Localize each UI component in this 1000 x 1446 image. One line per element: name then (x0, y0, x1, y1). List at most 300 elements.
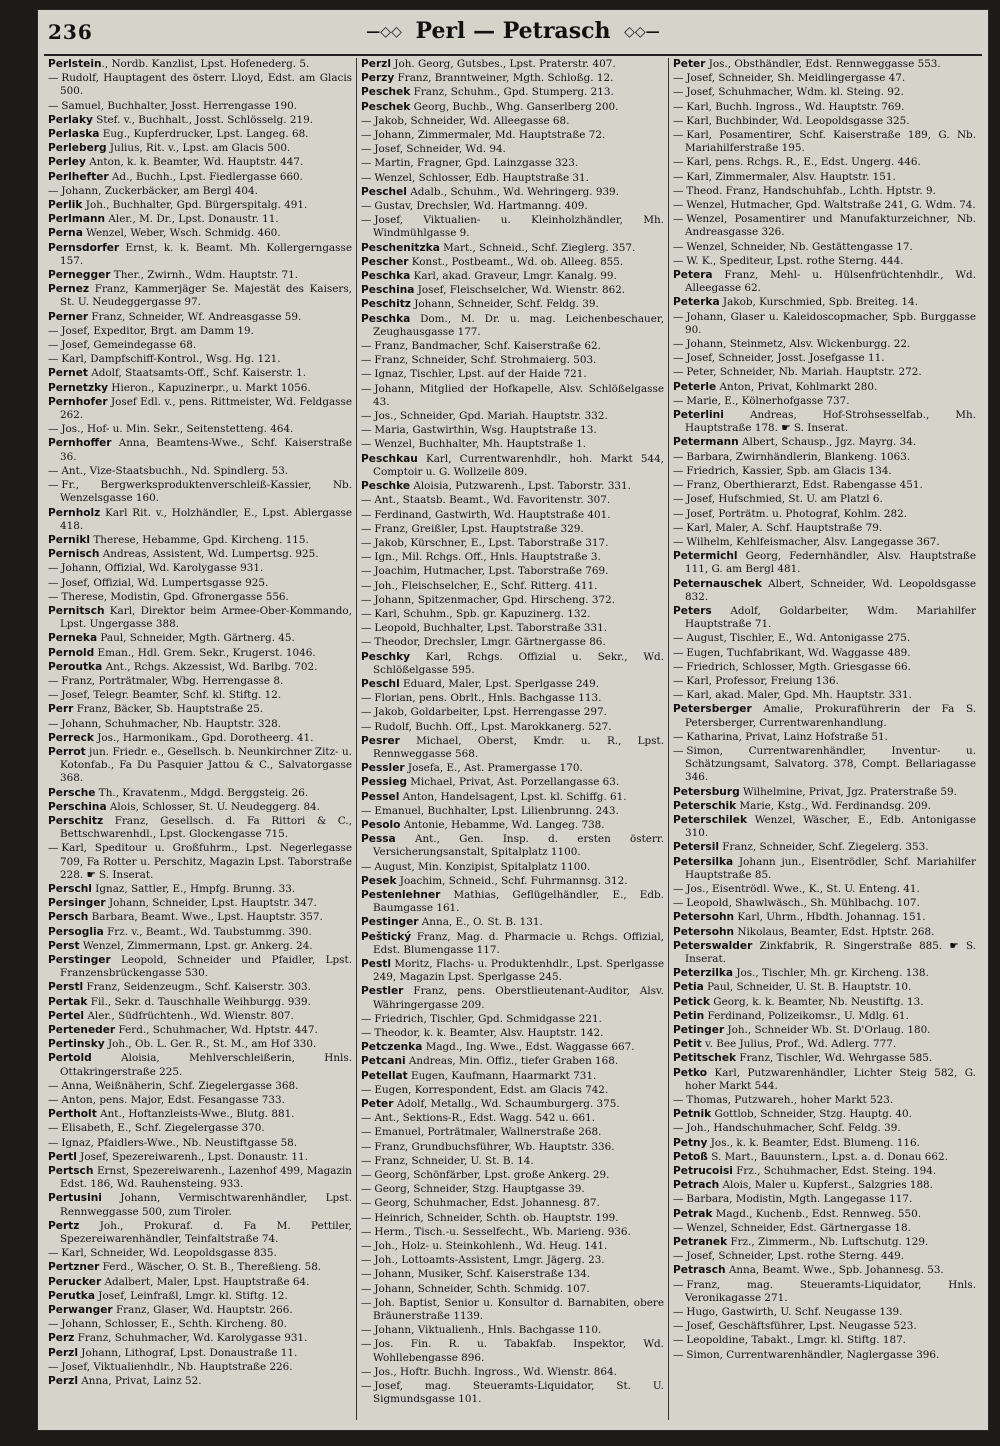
directory-entry (48, 1165, 352, 1191)
ditto-dash: — (48, 1136, 59, 1149)
entry-text: Ant., Staatsb. Beamt., Wd. Favoritenstr. 307. (374, 494, 611, 507)
entry-surname: Pestl (361, 958, 391, 970)
ditto-dash: — (673, 730, 684, 743)
ditto-dash: — (673, 646, 684, 659)
entry-surname: Perlaska (48, 128, 100, 141)
entry-text: Josef, Schuhmacher, Wdm. kl. Steing. 92. (686, 86, 904, 99)
directory-entry (48, 479, 352, 505)
ditto-dash: — (361, 1112, 372, 1125)
directory-entry (48, 185, 352, 198)
entry-text: Josef, Schneider, Lpst. rothe Sterng. 449. (686, 1250, 905, 1263)
column-right (668, 58, 980, 1420)
directory-entry (361, 721, 664, 734)
entry-surname: Petera (673, 269, 713, 282)
directory-entry (48, 213, 352, 226)
directory-entry (673, 1306, 976, 1319)
ditto-dash: — (673, 170, 684, 183)
entry-surname: Perzy (361, 72, 395, 85)
directory-entry (48, 1052, 352, 1078)
entry-text: Karl, Uhrm., Hbdth. Johannag. 151. (734, 911, 926, 924)
entry-surname: Peterlini (673, 409, 724, 422)
entry-text: Eman., Hdl. Grem. Sekr., Krugerst. 1046. (94, 646, 316, 659)
entry-text: Franz, Bäcker, Sb. Hauptstraße 25. (73, 703, 264, 716)
entry-text: Karl, Currentwarenhdlr., hoh. Markt 544, Comptoir u. G. Wollzeile 809. (373, 452, 664, 478)
entry-text: Anna, Beamtens-Wwe., Schf. Kaiserstraße 36. (60, 437, 352, 463)
ditto-dash: — (673, 114, 684, 127)
directory-entry (48, 269, 352, 282)
directory-entry (48, 1375, 352, 1388)
directory-entry (673, 58, 976, 71)
ditto-dash: — (361, 1365, 372, 1378)
entry-surname: Peštický (361, 930, 412, 943)
directory-entry (48, 1137, 352, 1150)
directory-columns (44, 58, 982, 1420)
ditto-dash: — (673, 882, 684, 895)
ditto-dash: — (48, 689, 59, 702)
entry-surname: Peterle (673, 380, 717, 393)
directory-entry (361, 1324, 664, 1337)
entry-text: Frz., Zimmerm., Nb. Luftschutg. 129. (727, 1236, 929, 1249)
entry-text: Anton, Privat, Kohlmarkt 280. (716, 380, 878, 393)
ditto-dash: — (48, 184, 59, 197)
ditto-dash: — (361, 607, 372, 620)
ditto-dash: — (673, 310, 684, 323)
directory-entry (361, 594, 664, 607)
directory-entry (673, 479, 976, 492)
directory-entry (673, 1208, 976, 1221)
directory-entry (361, 1013, 664, 1026)
directory-entry (673, 1010, 976, 1023)
entry-text: Franz, Porträtmaler, Wbg. Herrengasse 8. (61, 674, 284, 687)
entry-surname: Perz (48, 1332, 75, 1345)
entry-text: Ferdinand, Gastwirth, Wd. Hauptstraße 401. (374, 508, 611, 521)
running-title: Perl — Petrasch (415, 18, 611, 44)
directory-entry (48, 1080, 352, 1093)
directory-entry (673, 72, 976, 85)
entry-text: Josef, Schneider, Wd. 94. (374, 143, 506, 156)
directory-entry (48, 1094, 352, 1107)
directory-entry (361, 1254, 664, 1267)
ditto-dash: — (48, 674, 59, 687)
entry-text: Leopoldine, Tabakt., Lmgr. kl. Stiftg. 187. (686, 1334, 906, 1347)
entry-surname: Perreck (48, 731, 94, 744)
directory-entry (48, 1192, 352, 1218)
entry-surname: Peschek (361, 86, 411, 99)
entry-text: Barbara, Modistin, Mgth. Langegasse 117. (686, 1193, 913, 1206)
directory-entry (48, 114, 352, 127)
entry-surname: Perr (48, 703, 74, 716)
directory-entry (673, 352, 976, 365)
directory-entry (673, 940, 976, 966)
entry-text: Franz, Gesellsch. d. Fa Rittori & C., Bettschwarenhdl., Lpst. Glockengasse 715. (60, 814, 352, 841)
entry-text: Florian, pens. Obrlt., Hnls. Bachgasse 113. (374, 692, 602, 705)
directory-entry (48, 746, 352, 786)
directory-entry (673, 86, 976, 99)
directory-entry (361, 580, 664, 593)
directory-entry (361, 214, 664, 240)
directory-entry (48, 605, 352, 631)
entry-text: Adalbert, Maler, Lpst. Hauptstraße 64. (101, 1275, 310, 1288)
directory-entry (673, 883, 976, 896)
entry-text: Barbara, Zwirnhändlerin, Blankeng. 1063. (686, 450, 911, 463)
entry-text: Franz, Schneider, U. St. B. 14. (374, 1154, 534, 1167)
entry-surname: Peschkau (361, 452, 418, 465)
directory-entry (361, 58, 664, 71)
entry-text: Jos., Harmonikam., Gpd. Dorotheerg. 41. (93, 731, 314, 744)
ditto-dash: — (48, 464, 59, 477)
entry-surname: Petrucoisi (673, 1165, 733, 1178)
ditto-dash: — (48, 353, 59, 366)
entry-text: Josef, Schneider, Josst. Josefgasse 11. (686, 352, 885, 365)
entry-text: Johann, Vermischtwarenhändler, Lpst. Rennweggasse 500, zum Tiroler. (60, 1192, 352, 1218)
entry-text: Georg, Schneider, Stzg. Hauptgasse 39. (374, 1183, 585, 1196)
ditto-dash: — (673, 897, 684, 910)
entry-text: Leopold, Buchhalter, Lpst. Taborstraße 331. (374, 622, 608, 635)
entry-text: Maria, Gastwirthin, Wsg. Hauptstraße 13. (374, 424, 597, 437)
entry-text: Karl, Schuhm., Spb. gr. Kapuzinerg. 132. (374, 607, 591, 620)
entry-text: Josef, Viktualienhdlr., Nb. Hauptstraße 226. (61, 1360, 293, 1373)
entry-text: Joh., Holz- u. Steinkohlenh., Wd. Heug. 141. (374, 1240, 608, 1253)
directory-entry (673, 731, 976, 744)
directory-entry (48, 1304, 352, 1317)
ditto-dash: — (48, 842, 59, 855)
entry-surname: Pernhofer (48, 395, 108, 408)
ditto-dash: — (48, 1318, 59, 1331)
entry-text: Josef, Fleischselcher, Wd. Wienstr. 862. (414, 284, 626, 297)
entry-surname: Pertl (48, 1150, 77, 1163)
directory-entry (361, 313, 664, 339)
entry-text: Wenzel, Weber, Wsch. Schmidg. 460. (82, 227, 281, 240)
entry-surname: Perstinger (48, 954, 111, 966)
entry-text: Wilhelm, Kehlfeismacher, Alsv. Langegasse 367. (686, 535, 940, 548)
directory-entry (48, 981, 352, 994)
entry-text: Mathias, Geflügelhändler, E., Edb. Baumgasse 161. (373, 888, 664, 915)
ditto-dash: — (48, 590, 59, 603)
entry-surname: Pernhoffer (48, 437, 112, 450)
directory-entry (361, 931, 664, 957)
entry-text: Anton, pens. Major, Edst. Fesangasse 733. (61, 1094, 285, 1107)
entry-text: Rudolf, Buchh. Off., Lpst. Marokkanerg. 527. (374, 720, 612, 733)
entry-surname: Peschek (361, 100, 411, 113)
ditto-dash: — (673, 240, 684, 253)
directory-entry (361, 298, 664, 311)
ditto-dash: — (361, 1083, 372, 1096)
entry-text: Joh., Schneider Wb. St. D'Orlaug. 180. (724, 1024, 931, 1037)
ditto-dash: — (361, 1126, 372, 1139)
entry-text: Ther., Zwirnh., Wdm. Hauptstr. 71. (110, 269, 299, 282)
ditto-dash: — (361, 1282, 372, 1295)
entry-surname: Perlik (48, 199, 83, 212)
directory-entry (48, 171, 352, 184)
entry-surname: Pertak (48, 995, 88, 1008)
entry-surname: Petersohn (673, 925, 735, 938)
entry-text: Franz, Mehl- u. Hülsenfrüchtenhdlr., Wd. Alleegasse 62. (685, 269, 976, 295)
entry-surname: Petit (673, 1038, 702, 1051)
entry-text: Gottlob, Schneider, Stzg. Hauptg. 40. (711, 1108, 912, 1121)
directory-entry (361, 438, 664, 451)
ditto-dash: — (673, 100, 684, 113)
entry-surname: Pessieg (361, 776, 407, 789)
ditto-dash: — (673, 1306, 684, 1319)
entry-text: Karl, Professor, Freiung 136. (686, 674, 839, 687)
entry-text: Alois, Maler u. Kupferst., Salzgries 188. (719, 1179, 933, 1192)
entry-text: Jos., Eisentrödl. Wwe., K., St. U. Enteng. 41. (686, 882, 920, 895)
entry-text: Therese, Modistin, Gpd. Gfronergasse 556. (61, 590, 289, 603)
ditto-dash: — (48, 1079, 59, 1092)
directory-entry (673, 1108, 976, 1121)
entry-surname: Perst (48, 939, 80, 952)
entry-text: Jos., Schneider, Gpd. Mariah. Hauptstr. 332. (374, 410, 608, 423)
entry-text: Georg, Schuhmacher, Edst. Johannesg. 87. (374, 1197, 600, 1210)
directory-entry (361, 651, 664, 677)
directory-entry (673, 156, 976, 169)
directory-entry (673, 185, 976, 198)
directory-entry (673, 1179, 976, 1192)
ditto-dash: — (361, 382, 372, 395)
ditto-dash: — (361, 706, 372, 719)
entry-surname: Perleberg (48, 142, 107, 155)
entry-text: Karl, Buchh. Ingross., Wd. Hauptstr. 769. (686, 100, 905, 113)
ditto-dash: — (361, 1140, 372, 1153)
left-ornament: —◇◇ (366, 24, 402, 40)
directory-entry (48, 1151, 352, 1164)
entry-surname: Pessel (361, 790, 400, 803)
entry-text: Magd., Kuchenb., Edst. Rennweg. 550. (712, 1207, 922, 1220)
entry-text: Franz, Greißler, Lpst. Hauptstraße 329. (374, 522, 584, 535)
entry-surname: Pertinsky (48, 1038, 105, 1051)
directory-entry (48, 1347, 352, 1360)
entry-text: Ign., Mil. Rchgs. Off., Hnls. Hauptstraße 3. (374, 551, 601, 564)
entry-text: Mart., Schneid., Schf. Zieglerg. 357. (439, 241, 636, 254)
entry-text: Johann, Offizial, Wd. Karolygasse 931. (61, 562, 264, 575)
directory-entry (673, 911, 976, 924)
ditto-dash: — (673, 72, 684, 85)
directory-entry (361, 172, 664, 185)
directory-entry (361, 636, 664, 649)
directory-entry (48, 954, 352, 980)
directory-entry (361, 1183, 664, 1196)
entry-text: Karl, Direktor beim Armee-Ober-Kommando, Lpst. Ungergasse 388. (60, 604, 352, 631)
ditto-dash: — (361, 1012, 372, 1025)
directory-entry (48, 926, 352, 939)
entry-surname: Pestler (361, 985, 404, 998)
directory-entry (361, 368, 664, 381)
entry-text: Andreas, Assistent, Wd. Lumpertsg. 925. (99, 548, 319, 561)
entry-text: Theod. Franz, Handschuhfab., Lchth. Hptstr. 9. (686, 184, 936, 197)
entry-text: Franz, Mag. d. Pharmacie u. Rchgs. Offizial, Edst. Blumengasse 117. (373, 930, 664, 956)
directory-entry (673, 689, 976, 702)
entry-text: Gustav, Drechsler, Wd. Hartmanng. 409. (374, 200, 588, 213)
directory-entry (48, 1276, 352, 1289)
directory-entry (673, 647, 976, 660)
entry-surname: Peters (673, 604, 712, 617)
entry-surname: Pernisch (48, 548, 100, 561)
entry-text: Franz, Schneider, Schf. Strohmaierg. 503. (374, 354, 597, 367)
directory-entry (673, 213, 976, 239)
directory-entry (673, 366, 976, 379)
entry-text: Georg, Schönfärber, Lpst. große Ankerg. 29. (374, 1169, 610, 1182)
entry-surname: Pernold (48, 646, 95, 659)
entry-text: Joachim, Schneid., Schf. Fuhrmannsg. 312. (396, 874, 628, 887)
entry-text: Fr., Bergwerksproduktenverschleiß-Kassier, Nb. Wenzelsgasse 160. (60, 479, 352, 505)
directory-entry (673, 841, 976, 854)
directory-entry (48, 534, 352, 547)
directory-entry (361, 101, 664, 114)
entry-text: Ignaz, Sattler, E., Hmpfg. Brunng. 33. (91, 882, 296, 895)
entry-text: Ferd., Schuhmacher, Wd. Hptstr. 447. (115, 1024, 318, 1037)
directory-entry (361, 622, 664, 635)
entry-surname: Perrot (48, 745, 86, 758)
directory-entry (48, 382, 352, 395)
ditto-dash: — (673, 184, 684, 197)
entry-surname: Pertel (48, 1009, 85, 1022)
directory-entry (48, 732, 352, 745)
entry-surname: Perteneder (48, 1024, 116, 1037)
entry-text: Wenzel, Schneider, Nb. Gestättengasse 17. (686, 240, 913, 253)
entry-text: Johann jun., Eisentrödler, Schf. Mariahilfer Hauptstraße 85. (685, 855, 976, 881)
directory-entry (361, 1041, 664, 1054)
entry-text: Katharina, Privat, Lainz Hofstraße 51. (686, 730, 888, 743)
directory-entry (48, 437, 352, 463)
directory-entry (48, 100, 352, 113)
entry-surname: Perlhefter (48, 170, 109, 183)
entry-text: Josef, Hufschmied, St. U. am Platzl 6. (686, 493, 883, 506)
directory-entry (361, 776, 664, 789)
entry-surname: Perzl (48, 1375, 78, 1388)
directory-entry (48, 1038, 352, 1051)
ditto-dash: — (48, 1360, 59, 1373)
entry-surname: Petia (673, 981, 704, 994)
entry-text: Joh., Buchhalter, Gpd. Bürgerspitalg. 491. (82, 199, 308, 212)
entry-surname: Petellat (361, 1069, 408, 1082)
directory-entry (361, 958, 664, 984)
directory-entry (673, 1024, 976, 1037)
directory-entry (361, 256, 664, 269)
entry-text: Joh. Georg, Gutsbes., Lpst. Praterstr. 407. (390, 58, 616, 70)
entry-surname: Perlstein (48, 58, 102, 70)
entry-surname: Peterschik (673, 799, 737, 812)
directory-entry (48, 703, 352, 716)
entry-surname: Petermann (673, 436, 739, 449)
ditto-dash: — (361, 1296, 372, 1309)
entry-text: Antonie, Hebamme, Wd. Langeg. 738. (400, 818, 605, 831)
directory-entry (48, 1122, 352, 1135)
entry-text: Herm., Tisch.-u. Sesselfecht., Wb. Marieng. 936. (374, 1225, 631, 1238)
entry-surname: Peroutka (48, 660, 103, 673)
entry-surname: Pescher (361, 255, 409, 268)
entry-text: Franz, Grundbuchsführer, Wb. Hauptstr. 336. (374, 1140, 615, 1153)
entry-surname: Peterschilek (673, 813, 748, 826)
entry-surname: Perutka (48, 1289, 95, 1302)
entry-text: Johann, Schneider, Schth. Schmidg. 107. (374, 1282, 590, 1295)
directory-entry (48, 787, 352, 800)
entry-text: Wenzel, Schneider, Edst. Gärtnergasse 18. (686, 1221, 911, 1234)
directory-entry (673, 1122, 976, 1135)
ditto-dash: — (361, 1169, 372, 1182)
entry-surname: Petrasch (673, 1264, 726, 1277)
entry-text: Franz, Schneider, Wf. Andreasgasse 59. (88, 310, 302, 323)
entry-text: Georg, Federnhändler, Alsv. Hauptstraße 111, G. am Bergl 481. (685, 550, 976, 576)
entry-text: Anna, Privat, Lainz 52. (77, 1375, 202, 1388)
entry-text: Aloisia, Putzwarenh., Lpst. Taborstr. 331. (410, 480, 631, 493)
ditto-dash: — (673, 464, 684, 477)
directory-entry (48, 325, 352, 338)
entry-text: Joh., Prokuraf. d. Fa M. Pettiler, Spezereiwarenhändler, Teinfaltstraße 74. (60, 1219, 352, 1246)
entry-text: Joh., Lottoamts-Assistent, Lmgr. Jägerg. 23. (374, 1254, 605, 1267)
entry-text: Karl, Posamentirer, Schf. Kaiserstraße 189, G. Nb. Mariahilferstraße 195. (685, 129, 976, 155)
directory-entry (361, 1226, 664, 1239)
directory-entry (361, 354, 664, 367)
directory-entry (361, 1141, 664, 1154)
ditto-dash: — (673, 1320, 684, 1333)
entry-surname: Petinger (673, 1024, 725, 1037)
ditto-dash: — (673, 352, 684, 365)
directory-entry (48, 156, 352, 169)
ditto-dash: — (673, 744, 684, 757)
directory-entry (48, 507, 352, 533)
directory-entry (673, 338, 976, 351)
entry-surname: Petitschek (673, 1052, 737, 1065)
directory-entry (361, 1366, 664, 1379)
entry-surname: Petrach (673, 1179, 720, 1192)
entry-surname: Pestenlehner (361, 888, 441, 901)
directory-entry (361, 875, 664, 888)
ditto-dash: — (361, 143, 372, 156)
entry-text: Wenzel, Buchhalter, Mh. Hauptstraße 1. (374, 438, 587, 451)
ditto-dash: — (673, 674, 684, 687)
entry-text: Johann, Schuhmacher, Nb. Hauptstr. 328. (61, 717, 282, 730)
entry-surname: Peschky (361, 650, 411, 663)
directory-entry (361, 453, 664, 479)
directory-entry (673, 550, 976, 576)
directory-entry (673, 926, 976, 939)
page-header (38, 14, 988, 50)
entry-surname: Perschina (48, 800, 107, 813)
entry-text: Martin, Fragner, Gpd. Lainzgasse 323. (374, 157, 579, 170)
ditto-dash: — (673, 129, 684, 142)
directory-entry (361, 129, 664, 142)
directory-entry (361, 608, 664, 621)
entry-text: Josef, Telegr. Beamter, Schf. kl. Stiftg. 12. (61, 689, 282, 702)
entry-text: Josef, Gemeindegasse 68. (61, 339, 197, 352)
ditto-dash: — (48, 479, 59, 492)
entry-text: Franz, Bandmacher, Schf. Kaiserstraße 62. (374, 340, 601, 353)
entry-surname: Persch (48, 911, 89, 924)
entry-text: Josef, Viktualien- u. Kleinholzhändler, Mh. Windmühlgasse 9. (373, 214, 664, 240)
entry-surname: Persoglia (48, 925, 104, 938)
entry-surname: Pessa (361, 833, 396, 846)
directory-entry (48, 283, 352, 309)
directory-entry (48, 1220, 352, 1246)
ditto-dash: — (361, 1380, 372, 1393)
entry-text: Johann, Schlosser, E., Schth. Kircheng. 80. (61, 1318, 287, 1331)
directory-entry (673, 856, 976, 882)
entry-surname: Peterzilka (673, 967, 734, 980)
entry-surname: Petin (673, 1009, 705, 1022)
column-middle (356, 58, 668, 1420)
ditto-dash: — (361, 1197, 372, 1210)
directory-entry (673, 171, 976, 184)
entry-surname: Perneka (48, 632, 98, 645)
entry-text: Ignaz, Pfaidlers-Wwe., Nb. Neustiftgasse 58. (61, 1136, 298, 1149)
directory-entry (48, 911, 352, 924)
entry-text: Ant., Vize-Staatsbuchh., Nd. Spindlerg. 53. (61, 464, 289, 477)
directory-entry (361, 805, 664, 818)
directory-entry (673, 115, 976, 128)
entry-text: Jos. Fin. R. u. Tabakfab. Inspektor, Wd. Wohllebengasse 896. (373, 1338, 664, 1364)
ditto-dash: — (673, 1122, 684, 1135)
entry-surname: Perley (48, 156, 86, 169)
